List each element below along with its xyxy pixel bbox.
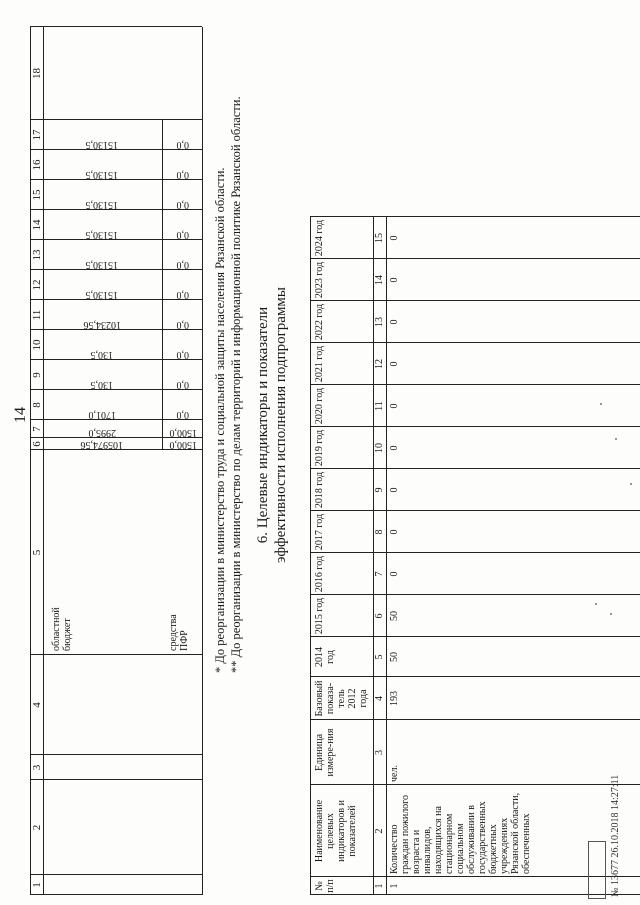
column-index: 3 [374, 750, 385, 755]
pfr-value: 0,0 [176, 199, 190, 210]
indicator-year-value: 0 [389, 571, 400, 577]
table-rule [310, 594, 640, 595]
table-rule [310, 217, 311, 895]
column-number: 8 [31, 402, 43, 408]
table-rule [30, 754, 202, 755]
regional-value: 15130,5 [85, 289, 119, 300]
regional-value: 15130,5 [85, 229, 119, 240]
scan-speck [630, 483, 632, 485]
column-index: 7 [374, 571, 385, 577]
indicator-year-value: 50 [389, 652, 400, 662]
header-year: 2019 год [314, 429, 325, 467]
header-base: Базовый показа-тель 2012 года [314, 680, 369, 717]
header-year: 2023 год [314, 261, 325, 299]
header-year: 2024 год [314, 219, 325, 257]
scan-speck [595, 603, 597, 605]
table-rule [310, 426, 640, 427]
table-rule [30, 894, 202, 895]
table-rule [30, 654, 202, 655]
archive-stamp-box [588, 841, 606, 899]
table-rule [162, 120, 163, 450]
footnote-1: * До реорганизации в министерство труда и социальной защиты населения Рязанской области. [213, 167, 227, 673]
pfr-value: 0,0 [176, 349, 190, 360]
footnote-2: ** До реорганизации в министерство по делам территорий и информационной политике Рязанской области. [229, 96, 243, 673]
column-number: 17 [31, 129, 43, 141]
table-rule [310, 216, 640, 217]
regional-value: 15130,5 [85, 199, 119, 210]
pfr-value: 0,0 [176, 169, 190, 180]
header-year: 2018 год [314, 471, 325, 509]
indicator-year-value: 0 [389, 487, 400, 493]
pfr-value: 1500,0 [169, 427, 197, 438]
column-index: 15 [374, 233, 385, 243]
indicator-year-value: 0 [389, 445, 400, 451]
indicator-year-value: 0 [389, 403, 400, 409]
pfr-value: 0,0 [176, 319, 190, 330]
regional-value: 130,5 [90, 379, 114, 390]
column-number: 1 [31, 882, 43, 888]
column-index: 12 [374, 359, 385, 369]
regional-value: 105974,56 [80, 439, 124, 450]
scan-speck [600, 403, 602, 405]
header-year: 2016 год [314, 555, 325, 593]
column-index: 4 [374, 696, 385, 701]
header-num: № п/п [314, 879, 336, 893]
column-index: 6 [374, 613, 385, 619]
column-number: 5 [31, 549, 43, 556]
header-year: 2014 год [314, 647, 336, 667]
pfr-value: 0,0 [176, 139, 190, 150]
regional-value: 15130,5 [85, 169, 119, 180]
indicator-year-value: 0 [389, 529, 400, 535]
header-year: 2015 год [314, 597, 325, 635]
table-rule [310, 468, 640, 469]
column-number: 4 [31, 702, 43, 708]
column-number: 7 [31, 426, 43, 432]
column-number: 16 [31, 159, 43, 171]
header-year: 2017 год [314, 513, 325, 551]
table-rule [202, 27, 203, 895]
table-rule [310, 552, 640, 553]
column-number: 10 [31, 339, 43, 351]
column-index: 2 [374, 828, 385, 834]
table-rule [310, 719, 640, 720]
table-rule [43, 27, 44, 895]
column-number: 3 [31, 764, 43, 771]
table-rule [310, 300, 640, 301]
column-number: 15 [31, 189, 43, 201]
table-rule [30, 26, 202, 27]
header-year: 2021 год [314, 345, 325, 383]
page-number: 14 [12, 407, 29, 423]
table-rule [386, 217, 387, 895]
indicator-year-value: 0 [389, 277, 400, 283]
pfr-value: 0,0 [176, 259, 190, 270]
table-rule [310, 784, 640, 785]
indicator-base: 193 [389, 691, 400, 706]
column-index: 8 [374, 529, 385, 535]
regional-value: 15130,5 [85, 259, 119, 270]
column-number: 12 [31, 279, 43, 291]
pfr-value: 0,0 [176, 289, 190, 300]
regional-value: 130,5 [90, 349, 114, 360]
column-index: 11 [374, 401, 385, 411]
column-number: 13 [31, 249, 43, 261]
table-rule [310, 676, 640, 677]
registration-stamp-text: № 13677 26.10.2018 14:27:11 [610, 774, 621, 897]
table-rule [310, 258, 640, 259]
source-pfr: средства ПФР [168, 614, 190, 651]
regional-value: 2995,0 [88, 427, 116, 438]
column-index: 9 [374, 487, 385, 493]
indicator-year-value: 0 [389, 319, 400, 325]
table-rule [310, 636, 640, 637]
pfr-value: 1500,0 [169, 439, 197, 450]
pfr-value: 0,0 [176, 409, 190, 420]
regional-value: 15130,5 [85, 139, 119, 150]
indicator-year-value: 50 [389, 611, 400, 621]
source-regional-budget: областной бюджет [51, 607, 73, 651]
header-year: 2022 год [314, 303, 325, 341]
header-name: Наименование целевых индикаторов и показателей [314, 799, 358, 863]
column-index: 13 [374, 317, 385, 327]
indicator-name: Количество граждан пожилого возраста и инвалидов, находящихся на стационарном социальном обслуживании в государственных бюджетных учреждениях Рязанской области, обеспеченных [389, 792, 532, 874]
column-number: 14 [31, 219, 43, 231]
column-number: 18 [31, 68, 43, 79]
pfr-value: 0,0 [176, 229, 190, 240]
table-rule [310, 510, 640, 511]
regional-value: 10234,56 [83, 319, 121, 330]
column-index: 1 [374, 883, 385, 889]
regional-value: 1701,0 [88, 409, 116, 420]
table-rule [30, 779, 202, 780]
row-num: 1 [389, 883, 400, 889]
column-index: 14 [374, 275, 385, 285]
column-number: 6 [31, 441, 43, 447]
section-heading-line2: эффективности исполнения подпрограммы [273, 286, 289, 564]
indicator-year-value: 0 [389, 235, 400, 241]
scan-speck [610, 613, 612, 615]
column-number: 11 [31, 309, 43, 321]
header-year: 2020 год [314, 387, 325, 425]
indicator-year-value: 0 [389, 361, 400, 367]
pfr-value: 0,0 [176, 379, 190, 390]
header-unit: Единица измере-ния [314, 728, 336, 777]
column-number: 9 [31, 372, 43, 378]
column-number: 2 [31, 824, 43, 831]
section-heading-line1: 6. Целевые индикаторы и показатели [255, 306, 271, 544]
table-rule [310, 384, 640, 385]
indicator-unit: чел. [389, 765, 400, 782]
table-rule [30, 874, 202, 875]
column-index: 10 [374, 443, 385, 453]
scan-speck [615, 438, 617, 440]
table-rule [310, 342, 640, 343]
column-index: 5 [374, 654, 385, 660]
